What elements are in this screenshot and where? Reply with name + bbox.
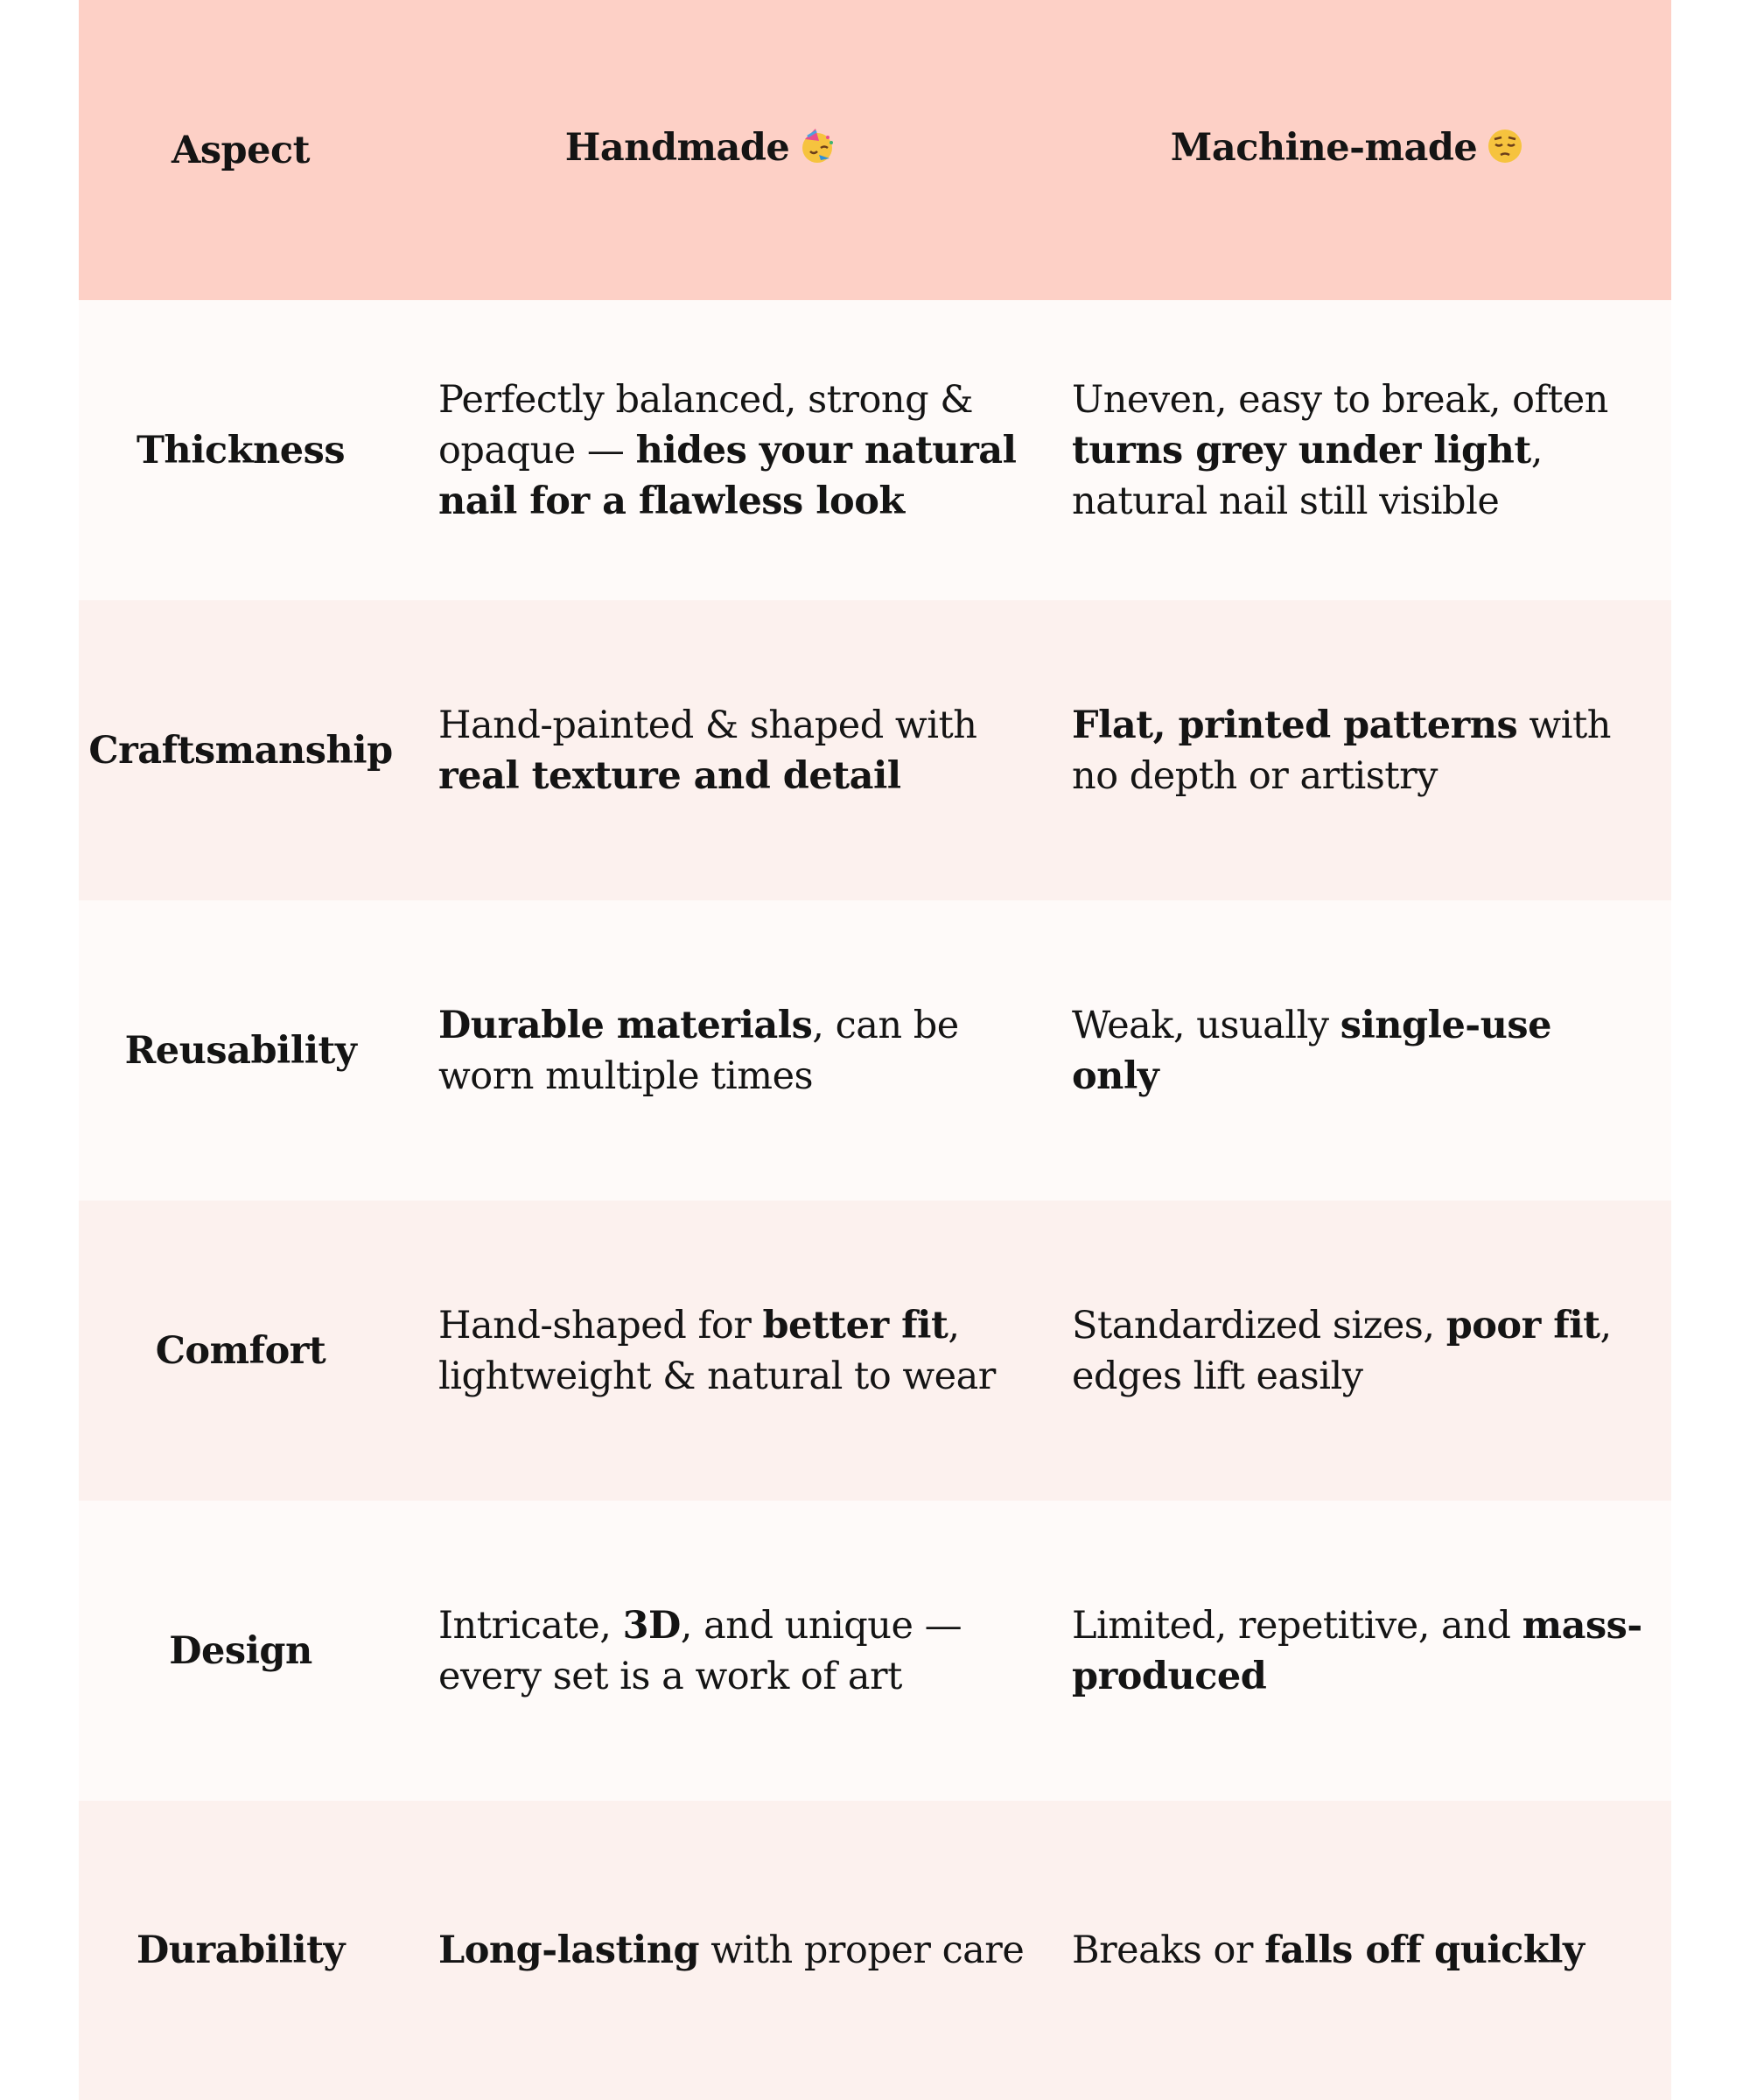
row-aspect: Thickness [136,428,346,472]
cell-text: Perfectly balanced, strong & opaque — [438,377,974,472]
row-aspect: Craftsmanship [88,728,393,773]
row-handmade [438,1300,1033,1402]
cell-text: Breaks or [1072,1928,1265,1972]
table-row [79,1501,1671,1801]
row-aspect: Durability [136,1928,345,1972]
header-handmade-label: Handmade [564,125,790,170]
row-machine-made [1072,700,1649,802]
row-handmade [438,1000,1033,1102]
cell-text: , and unique — every set is a work of art [438,1603,962,1698]
header-handmade [438,122,963,178]
emphasis-text: hides your natural nail for a flawless look [438,428,1017,523]
comparison-table [79,0,1671,2100]
cell-text: Limited, repetitive, and [1072,1603,1522,1648]
emphasis-text: Durable materials [438,1003,813,1047]
row-handmade [438,1925,1033,1976]
table-row [79,1200,1671,1501]
row-handmade [438,700,1033,802]
emphasis-text: 3D [622,1603,681,1648]
row-handmade [438,1600,1033,1702]
cell-text: , edges lift easily [1072,1303,1612,1398]
emphasis-text: poor fit [1446,1303,1600,1348]
pensive-face-icon [1486,127,1524,178]
table-row [79,300,1671,600]
header-machine-made [971,122,1724,178]
emphasis-text: Flat, printed patterns [1072,703,1518,747]
cell-text: , lightweight & natural to wear [438,1303,996,1398]
cell-text: with proper care [699,1928,1025,1972]
table-row [79,1801,1671,2100]
table-header-row [79,0,1671,300]
cell-text: Intricate, [438,1603,623,1648]
party-face-icon [798,127,836,178]
emphasis-text: Long-lasting [438,1928,700,1972]
table-row [79,600,1671,900]
cell-text: Standardized sizes, [1072,1303,1446,1348]
row-handmade [438,374,1033,527]
header-machine-label: Machine-made [1170,125,1478,170]
row-machine-made [1072,1300,1649,1402]
row-machine-made [1072,1925,1649,1976]
row-machine-made [1072,1000,1649,1102]
cell-text: , natural nail still visible [1072,428,1543,523]
cell-text: , can be worn multiple times [438,1003,959,1098]
table-row [79,900,1671,1200]
emphasis-text: mass-produced [1072,1603,1642,1698]
emphasis-text: real texture and detail [438,753,901,798]
row-aspect: Comfort [155,1328,326,1373]
row-aspect: Reusability [124,1028,357,1073]
cell-text: with no depth or artistry [1072,703,1611,798]
emphasis-text: better fit [762,1303,948,1348]
cell-text: Hand-painted & shaped with [438,703,977,747]
emphasis-text: turns grey under light [1072,428,1531,472]
header-aspect: Aspect [171,128,311,172]
cell-text: Weak, usually [1072,1003,1340,1047]
cell-text: Hand-shaped for [438,1303,763,1348]
emphasis-text: falls off quickly [1264,1928,1585,1972]
row-machine-made [1072,1600,1649,1702]
row-aspect: Design [169,1628,312,1673]
cell-text: Uneven, easy to break, often [1072,377,1608,422]
row-machine-made [1072,374,1649,527]
emphasis-text: single-use only [1072,1003,1551,1098]
